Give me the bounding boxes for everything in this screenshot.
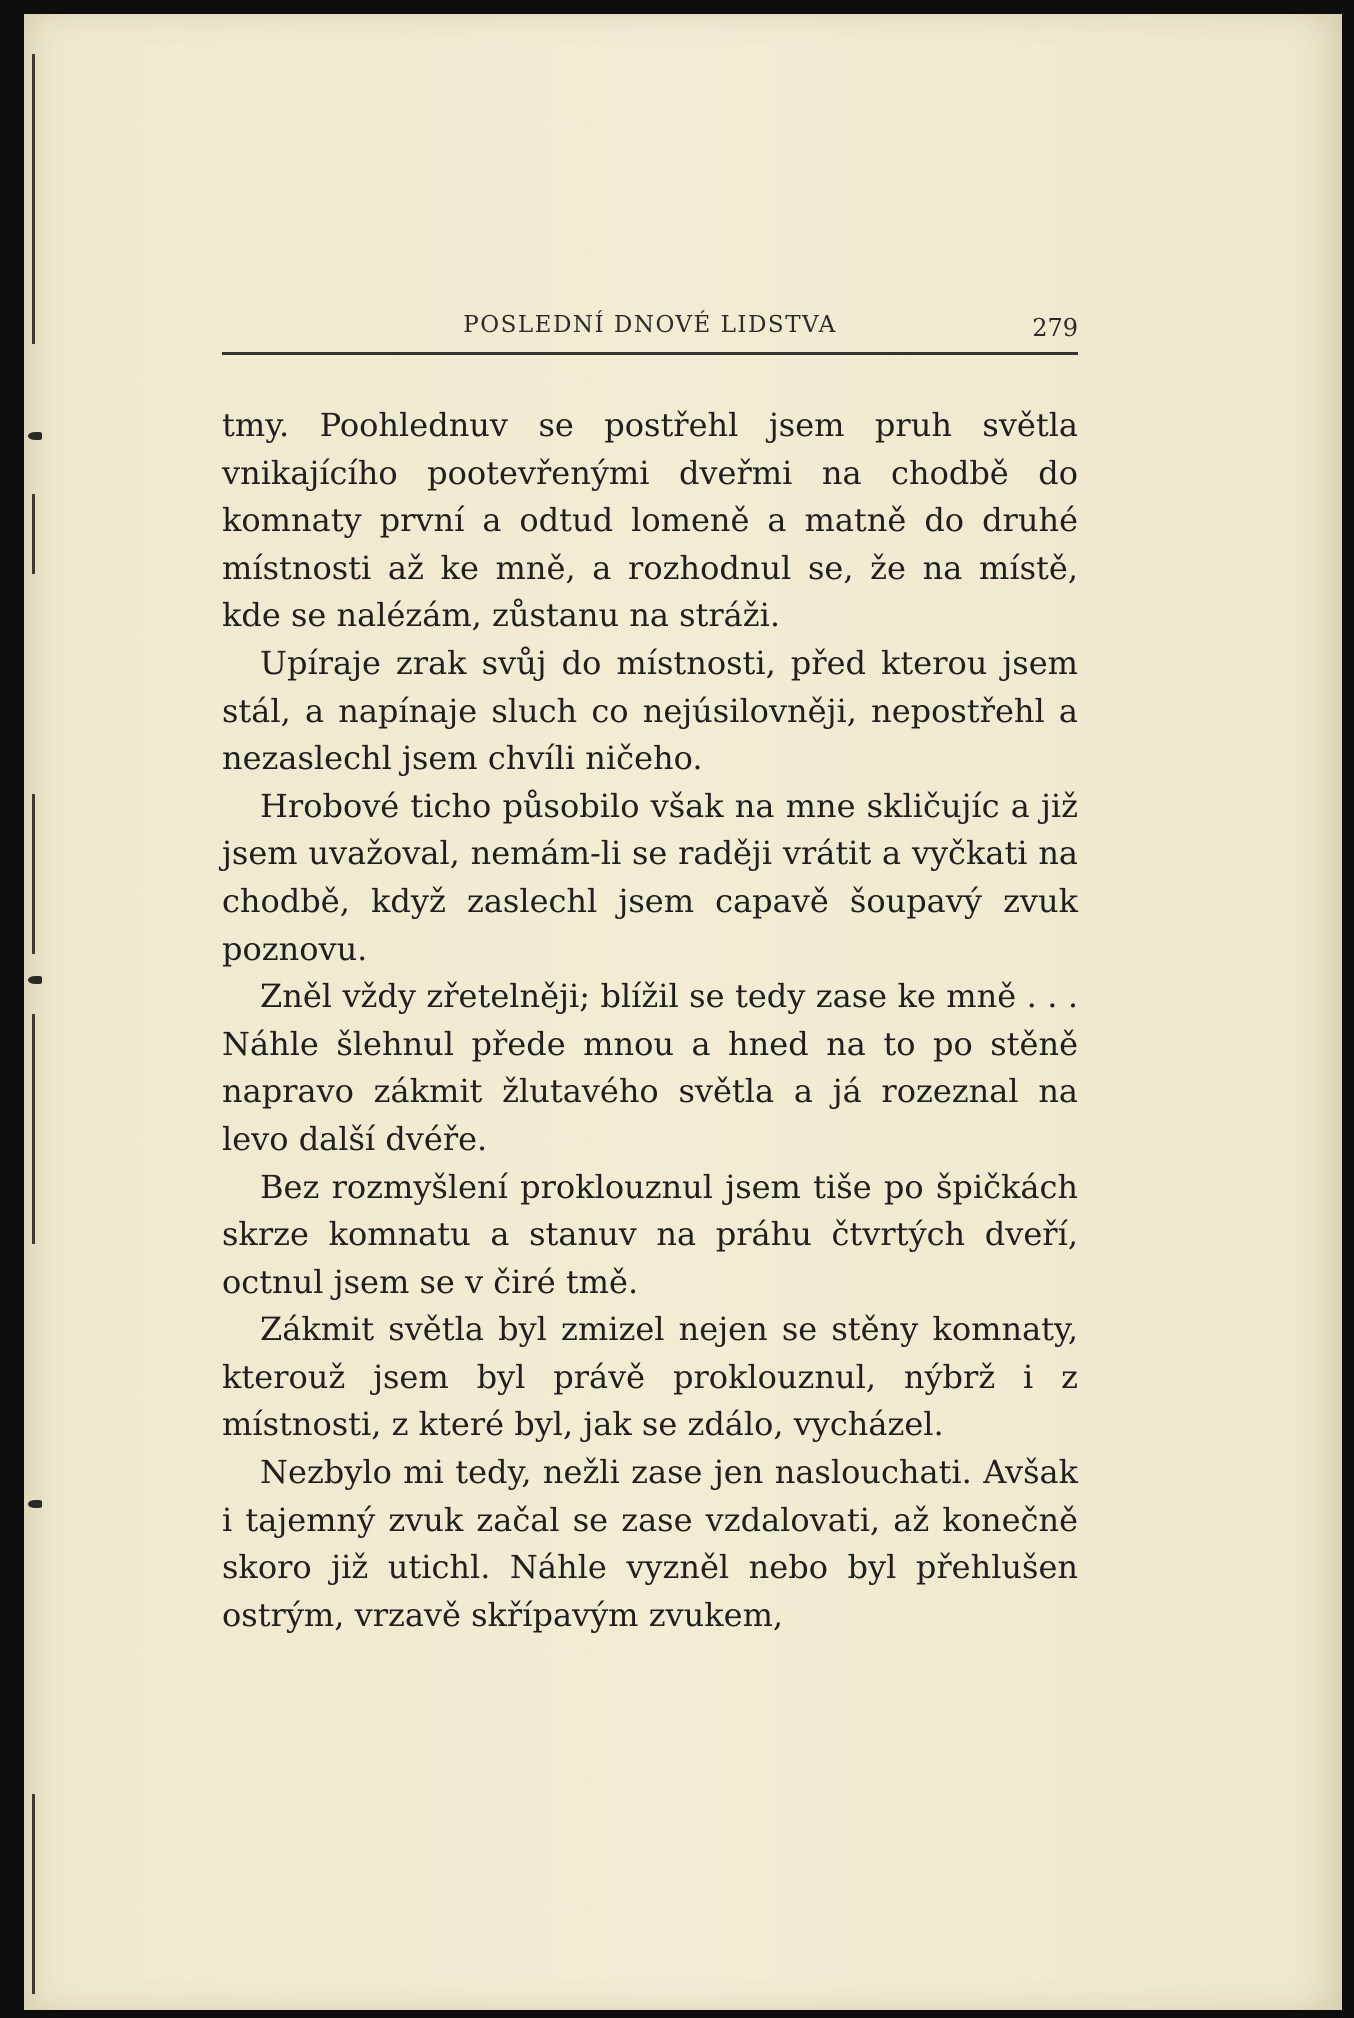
binding-edge: [32, 1014, 35, 1244]
running-title: POSLEDNÍ DNOVÉ LIDSTVA: [463, 312, 837, 338]
binding-edge: [32, 794, 35, 954]
paragraph: Hrobové ticho působilo však na mne skličujíc a již jsem uvažoval, nemám-li se raději vrátit a vyčkati na chodbě, když zaslechl jsem capavě šoupavý zvuk poznovu.: [222, 786, 1078, 968]
paragraph: Bez rozmyšlení proklouznul jsem tiše po špičkách skrze komnatu a stanuv na práhu čtvrtých dveří, octnul jsem se v čiré tmě.: [222, 1167, 1078, 1301]
binding-edge: [32, 1794, 35, 1994]
binding-thread-mark: [28, 1500, 42, 1508]
paragraph: tmy. Poohlednuv se postřehl jsem pruh světla vnikajícího pootevřenými dveřmi na chodbě do komnaty první a odtud lomeně a matně do druhé místnosti až ke mně, a rozhodnul se, že na místě, kde se nalézám, zůstanu na stráži.: [222, 406, 1078, 635]
page-number: 279: [1032, 314, 1078, 342]
body-text: [222, 402, 1078, 1639]
binding-thread-mark: [28, 976, 42, 984]
header-rule: [222, 352, 1078, 355]
binding-edge: [32, 494, 35, 574]
running-head: [222, 312, 1078, 350]
binding-thread-mark: [28, 432, 42, 440]
paragraph: Nezbylo mi tedy, nežli zase jen naslouchati. Avšak i tajemný zvuk začal se zase vzdalovati, až konečně skoro již utichl. Náhle vyzněl nebo byl přehlušen ostrým, vrzavě skřípavým zvukem,: [222, 1453, 1078, 1634]
paragraph: Zákmit světla byl zmizel nejen se stěny komnaty, kterouž jsem byl právě proklouznul, nýbrž i z místnosti, z které byl, jak se zdálo, vycházel.: [222, 1310, 1078, 1444]
paragraph: Upíraje zrak svůj do místnosti, před kterou jsem stál, a napínaje sluch co nejúsilovněji, nepostřehl a nezaslechl jsem chvíli ničeho.: [222, 643, 1078, 778]
binding-edge: [32, 54, 35, 344]
paragraph: Zněl vždy zřetelněji; blížil se tedy zase ke mně . . . Náhle šlehnul přede mnou a hned na to po stěně napravo zákmit žlutavého světla a já rozeznal na levo další dvéře.: [222, 977, 1078, 1158]
